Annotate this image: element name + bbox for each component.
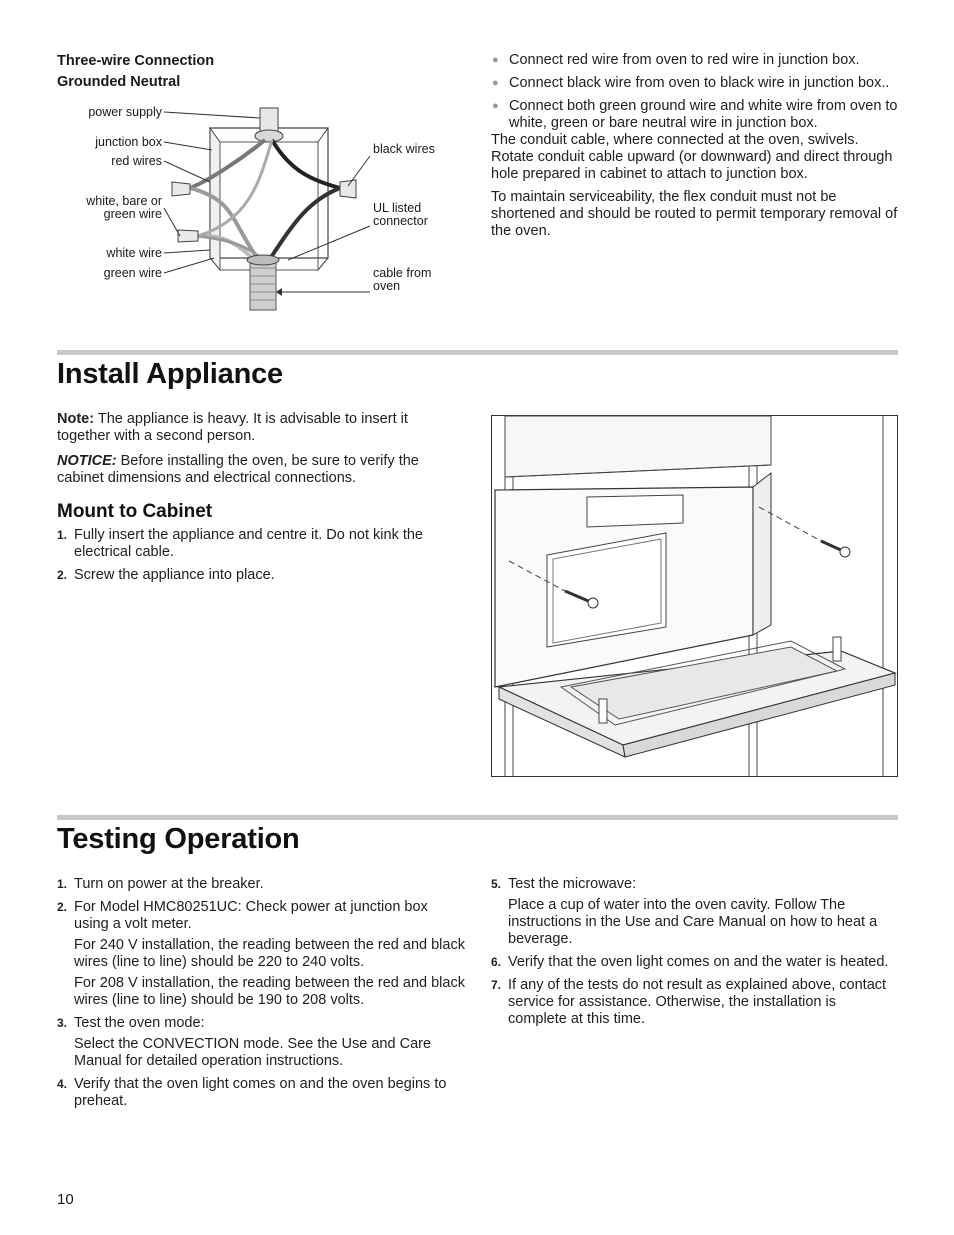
- note-label: Note:: [57, 411, 95, 427]
- testing-steps-left: [57, 876, 465, 1110]
- wiring-title: Three-wire Connection: [57, 53, 215, 69]
- label-ul-listed-1: UL listed: [373, 201, 422, 215]
- label-white-wire: white wire: [106, 246, 162, 260]
- list-item: 1. Fully insert the appliance and centre it. Do not kink the electrical cable.: [57, 527, 423, 560]
- label-junction-box: junction box: [95, 135, 162, 149]
- list-item: 3. Test the oven mode: Select the CONVECTION mode. See the Use and Care Manual for detailed operation instructions.: [57, 1015, 432, 1069]
- label-white-bare-green-2: green wire: [103, 207, 162, 221]
- wiring-text-column: [491, 52, 901, 246]
- wiring-subtitle: Grounded Neutral: [57, 74, 181, 90]
- testing-right-column: [491, 876, 896, 1034]
- label-cable-from-2: oven: [373, 279, 401, 293]
- list-item: 5. Test the microwave: Place a cup of water into the oven cavity. Follow The instructions in the Use and Care Manual on how to heat a beverage.: [491, 876, 878, 947]
- list-item: ● Connect both green ground wire and white wire from oven to white, green or bare neutral wire in junction box.: [492, 98, 898, 131]
- page-number: 10: [57, 1191, 74, 1208]
- bullet-icon: ●: [492, 100, 499, 112]
- list-item: ● Connect red wire from oven to red wire in junction box.: [492, 52, 860, 68]
- list-item: ● Connect black wire from oven to black wire in junction box..: [492, 75, 890, 91]
- list-item: 2. Screw the appliance into place.: [57, 567, 275, 583]
- wiring-bullet-list: [491, 52, 901, 132]
- note-text: The appliance is heavy. It is advisable to insert it together with a second person.: [57, 411, 408, 444]
- label-black-wires: black wires: [373, 142, 435, 156]
- note-paragraph: [57, 411, 465, 445]
- notice-label: NOTICE:: [57, 453, 117, 469]
- serviceability-paragraph: To maintain serviceability, the flex conduit must not be shortened and should be routed to permit temporary removal of the oven.: [491, 189, 898, 239]
- install-title: Install Appliance: [57, 358, 283, 390]
- bullet-icon: ●: [492, 54, 499, 66]
- mount-steps: [57, 527, 465, 584]
- list-item: 4. Verify that the oven light comes on and the oven begins to preheat.: [57, 1076, 447, 1109]
- testing-left-column: [57, 876, 465, 1116]
- section-divider: [57, 350, 898, 355]
- bullet-icon: ●: [492, 77, 499, 89]
- section-divider: [57, 815, 898, 820]
- testing-steps-right: [491, 876, 896, 1028]
- notice-paragraph: [57, 453, 465, 487]
- label-red-wires: red wires: [111, 154, 162, 168]
- label-cable-from-1: cable from: [373, 266, 432, 280]
- conduit-paragraph: The conduit cable, where connected at the oven, swivels. Rotate conduit cable upward (or downward) and direct through hole prepared in cabinet to attach to junction box.: [491, 132, 893, 182]
- notice-text: Before installing the oven, be sure to verify the cabinet dimensions and electrical connections.: [57, 453, 419, 486]
- label-power-supply: power supply: [88, 105, 162, 119]
- list-item: 2. For Model HMC80251UC: Check power at junction box using a volt meter. For 240 V installation, the reading between the red and black wires (line to line) should be 220 to 240 volts. For 208 V installation, the reading between the red and black wires (line to line) should be 190 to 208 volts.: [57, 899, 465, 1008]
- install-illustration: [491, 415, 898, 777]
- mount-title: Mount to Cabinet: [57, 501, 213, 522]
- list-item: 6. Verify that the oven light comes on and the water is heated.: [491, 954, 889, 970]
- testing-title: Testing Operation: [57, 823, 300, 855]
- label-green-wire: green wire: [103, 266, 162, 280]
- label-white-bare-green-1: white, bare or: [86, 194, 162, 208]
- list-item: 1. Turn on power at the breaker.: [57, 876, 264, 892]
- list-item: 7. If any of the tests do not result as explained above, contact service for assistance. Otherwise, the installation is complete at this time.: [491, 977, 887, 1027]
- label-ul-listed-2: connector: [373, 214, 428, 228]
- install-text-column: [57, 411, 465, 590]
- wiring-diagram: [60, 100, 460, 320]
